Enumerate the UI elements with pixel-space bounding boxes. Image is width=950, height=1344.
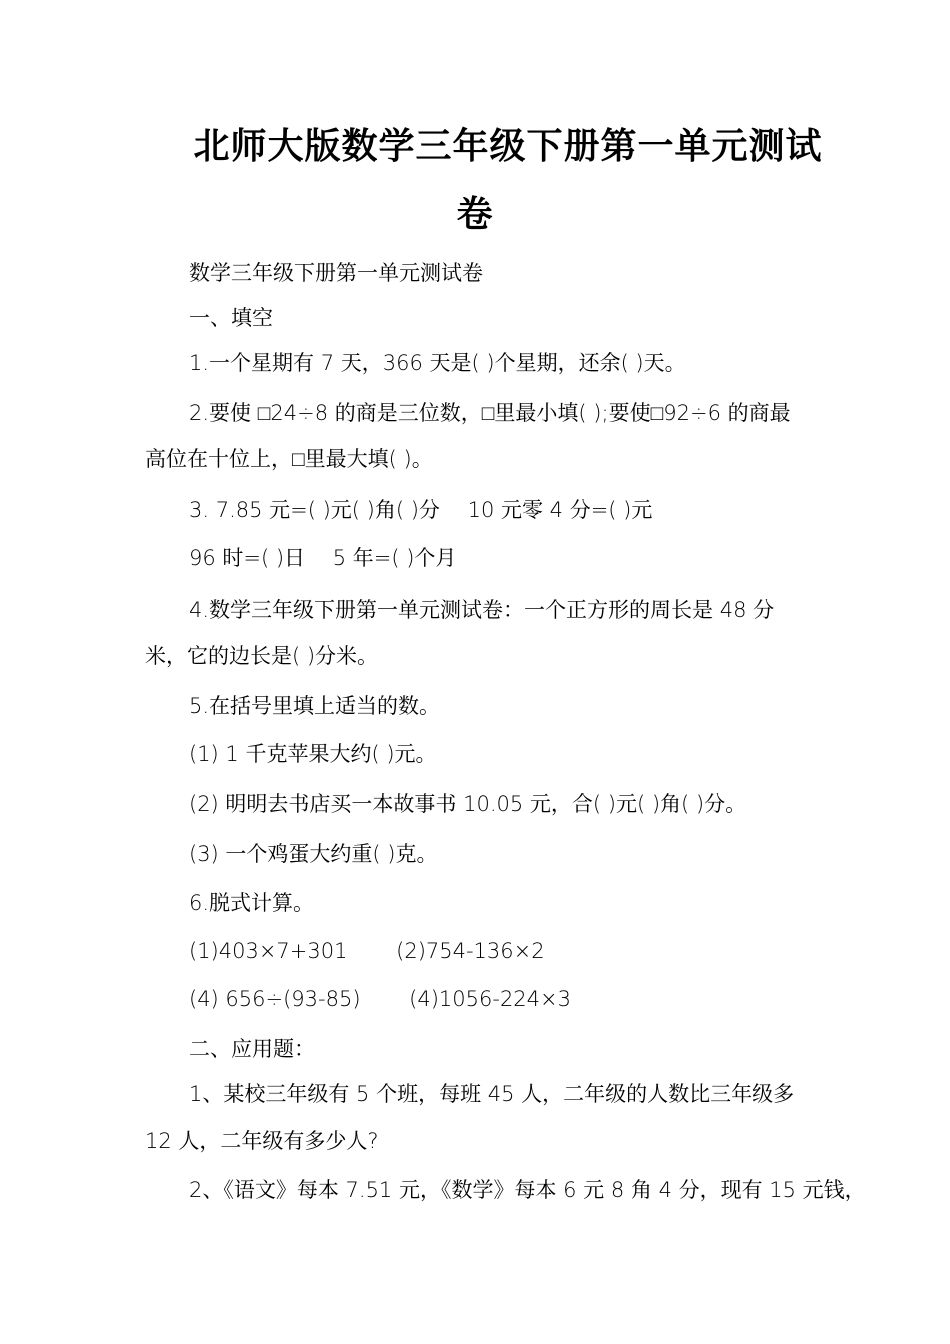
question-6-items-b: (4) 656÷(93-85) (4)1056-224×3 [189, 987, 571, 1011]
application-1-line1: 1、某校三年级有 5 个班，每班 45 人，二年级的人数比三年级多 [189, 1082, 795, 1106]
document-title-line1: 北师大版数学三年级下册第一单元测试 [193, 125, 823, 167]
question-6-items-a: (1)403×7+301 (2)754-136×2 [189, 939, 545, 963]
question-6: 6.脱式计算。 [189, 891, 315, 915]
question-3-line2: 96 时=( )日 5 年=( )个月 [189, 546, 457, 570]
section-heading-application: 二、应用题： [189, 1037, 315, 1061]
question-5: 5.在括号里填上适当的数。 [189, 694, 441, 718]
question-5-part-2: (2) 明明去书店买一本故事书 10.05 元，合( )元( )角( )分。 [189, 792, 747, 816]
question-2-line1: 2.要使 □24÷8 的商是三位数，□里最小填( );要使□92÷6 的商最 [189, 401, 791, 425]
question-2-line2: 高位在十位上，□里最大填( )。 [145, 447, 433, 471]
question-4-line2: 米，它的边长是( )分米。 [145, 644, 379, 668]
question-5-part-1: (1) 1 千克苹果大约( )元。 [189, 742, 437, 766]
question-5-part-3: (3) 一个鸡蛋大约重( )克。 [189, 842, 438, 866]
question-3-line1: 3. 7.85 元=( )元( )角( )分 10 元零 4 分=( )元 [189, 498, 653, 522]
application-1-line2: 12 人，二年级有多少人? [145, 1129, 379, 1153]
question-1: 1.一个星期有 7 天，366 天是( )个星期，还余( )天。 [189, 351, 686, 375]
application-2-line1: 2、《语文》每本 7.51 元，《数学》每本 6 元 8 角 4 分，现有 15 元钱， [189, 1178, 866, 1202]
question-4-line1: 4.数学三年级下册第一单元测试卷：一个正方形的周长是 48 分 [189, 598, 775, 622]
document-title-line2: 卷 [456, 193, 494, 235]
subtitle: 数学三年级下册第一单元测试卷 [189, 261, 483, 285]
section-heading-fill-blank: 一、填空 [189, 306, 273, 330]
